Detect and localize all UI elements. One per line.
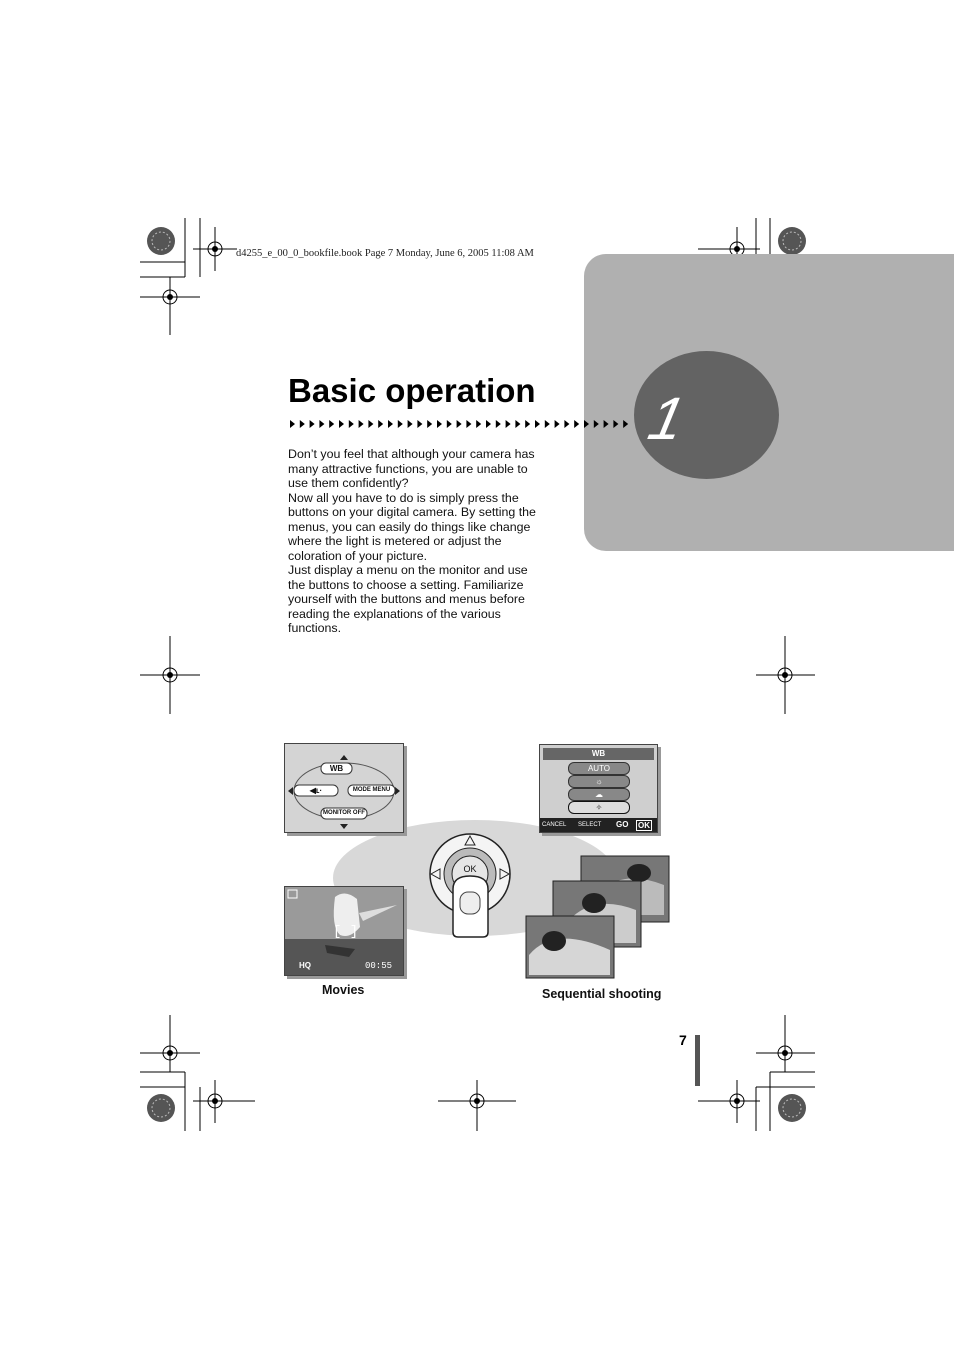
menu-top-label: WB	[329, 764, 344, 773]
arrow-divider-triangle	[545, 420, 550, 428]
arrow-divider-triangle	[378, 420, 383, 428]
caption-movies: Movies	[322, 983, 365, 997]
svg-text:[ ]: [ ]	[333, 924, 359, 940]
arrow-divider-triangle	[388, 420, 393, 428]
arrow-divider-triangle	[535, 420, 540, 428]
arrow-divider-triangle	[584, 420, 589, 428]
movie-time: 00:55	[365, 961, 393, 971]
menu-left-label: ◀ʟ·	[309, 786, 323, 795]
caption-sequential-shooting: Sequential shooting	[542, 987, 662, 1001]
arrow-divider-triangle	[574, 420, 579, 428]
movie-mode: HQ	[299, 961, 311, 970]
arrow-divider-triangle	[427, 420, 432, 428]
wb-go-label: GO	[616, 820, 629, 829]
wb-title: WB	[543, 748, 654, 760]
arrow-divider-triangle	[506, 420, 511, 428]
page-title: Basic operation	[288, 372, 536, 409]
arrow-divider-triangle	[466, 420, 471, 428]
arrow-divider-triangle	[300, 420, 305, 428]
wb-screen	[539, 744, 658, 833]
page-number-bar	[695, 1035, 700, 1086]
arrow-divider-triangle	[564, 420, 569, 428]
arrow-divider-triangle	[555, 420, 560, 428]
intro-text	[288, 447, 540, 636]
arrow-divider-triangle	[486, 420, 491, 428]
wb-option-tungsten: ✧	[568, 801, 630, 814]
arrow-divider-triangle	[349, 420, 354, 428]
arrow-divider-triangle	[457, 420, 462, 428]
menu-right-label: MODE MENU	[352, 787, 391, 793]
wb-option-auto: AUTO	[568, 762, 630, 775]
arrow-divider-triangle	[604, 420, 609, 428]
arrow-divider-triangle	[447, 420, 452, 428]
arrow-divider-triangle	[408, 420, 413, 428]
page-number: 7	[679, 1032, 687, 1048]
arrow-divider-triangle	[398, 420, 403, 428]
wb-footer	[540, 818, 657, 832]
wb-option-sunny: ☼	[568, 775, 630, 788]
arrow-divider-triangle	[339, 420, 344, 428]
ok-button: OK	[463, 864, 477, 874]
menu-screen	[284, 743, 404, 833]
arrow-divider	[289, 417, 634, 431]
arrow-divider-triangle	[417, 420, 422, 428]
photo-1	[526, 916, 614, 978]
arrow-divider-triangle	[594, 420, 599, 428]
wb-ok-label: OK	[638, 821, 650, 830]
arrow-divider-triangle	[525, 420, 530, 428]
intro-paragraph-2: Now all you have to do is simply press the buttons on your digital camera. By setting the menus, you can easily do things like change where the light is metered or adjust the coloration of your picture.	[288, 490, 536, 563]
arrow-divider-triangle	[368, 420, 373, 428]
arrow-divider-triangle	[476, 420, 481, 428]
arrow-divider-triangle	[623, 420, 628, 428]
wb-select-label: SELECT	[578, 822, 602, 828]
intro-paragraph-3: Just display a menu on the monitor and use the buttons to choose a setting. Familiarize yourself with the buttons and menus before reading the explanations of the various functions.	[288, 563, 528, 635]
chapter-number: 1	[642, 385, 691, 452]
arrow-divider-triangle	[319, 420, 324, 428]
menu-bottom-label: MONITOR OFF	[323, 810, 365, 816]
intro-paragraph-1: Don’t you feel that although your camera has many attractive functions, you are unable to use them confidently?	[288, 447, 535, 490]
arrow-divider-triangle	[515, 420, 520, 428]
arrow-divider-triangle	[613, 420, 618, 428]
arrow-divider-triangle	[359, 420, 364, 428]
arrow-divider-triangle	[290, 420, 295, 428]
arrow-divider-triangle	[437, 420, 442, 428]
wb-option-cloudy: ☁	[568, 788, 630, 801]
arrow-divider-triangle	[329, 420, 334, 428]
arrow-divider-triangle	[496, 420, 501, 428]
sequential-photos	[524, 855, 674, 985]
arrow-pad	[425, 832, 515, 942]
wb-cancel-label: CANCEL	[542, 822, 567, 828]
movie-screen	[284, 886, 404, 976]
book-file-header: d4255_e_00_0_bookfile.book Page 7 Monday, June 6, 2005 11:08 AM	[236, 248, 534, 259]
arrow-divider-triangle	[310, 420, 315, 428]
